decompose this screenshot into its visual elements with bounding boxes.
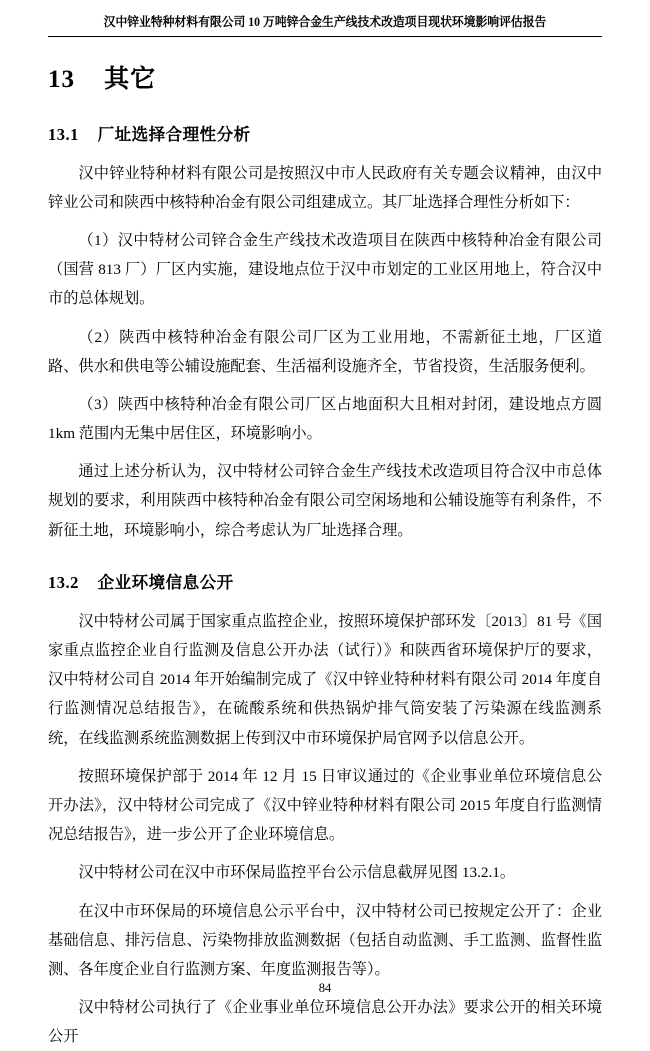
paragraph: 汉中锌业特种材料有限公司是按照汉中市人民政府有关专题会议精神，由汉中锌业公司和陕西中核特种冶金有限公司组建成立。其厂址选择合理性分析如下：	[48, 164, 602, 211]
section-title-13-2: 企业环境信息公开	[97, 572, 234, 592]
section-title-13-1: 厂址选择合理性分析	[97, 124, 251, 144]
chapter-number: 13	[48, 65, 75, 93]
section-heading-13-1	[48, 121, 602, 145]
running-header: 汉中锌业特种材料有限公司 10 万吨锌合金生产线技术改造项目现状环境影响评估报告	[103, 15, 547, 29]
paragraph: （2）陕西中核特种冶金有限公司厂区为工业用地，不需新征土地，厂区道路、供水和供电等公辅设施配套、生活福利设施齐全，节省投资，生活服务便利。	[48, 328, 602, 375]
paragraph: 按照环境保护部于 2014 年 12 月 15 日审议通过的《企业事业单位环境信息公开办法》，汉中特材公司完成了《汉中锌业特种材料有限公司 2015 年度自行监测情况总结报告》，进一步公开了企业环境信息。	[48, 767, 602, 844]
section-heading-13-2	[48, 569, 602, 593]
paragraph: 在汉中市环保局的环境信息公示平台中，汉中特材公司已按规定公开了：企业基础信息、排污信息、污染物排放监测数据（包括自动监测、手工监测、监督性监测、各年度企业自行监测方案、年度监测报告等）。	[48, 902, 602, 978]
chapter-title-text: 其它	[104, 63, 157, 93]
paragraph: 汉中特材公司属于国家重点监控企业，按照环境保护部环发〔2013〕81 号《国家重点监控企业自行监测及信息公开办法（试行）》和陕西省环境保护厅的要求，汉中特材公司自 2014 年开始编制完成了《汉中锌业特种材料有限公司 2014 年度自行监测情况总结报告》，在硫酸系统和供热锅炉排气筒安装了污染源在线监测系统，在线监测系统监测数据上传到汉中市环境保护局官网予以信息公开。	[48, 612, 602, 747]
section-number-13-1: 13.1	[48, 124, 79, 144]
paragraph: （3）陕西中核特种冶金有限公司厂区占地面积大且相对封闭，建设地点方圆 1km 范围内无集中居住区，环境影响小。	[48, 395, 602, 443]
paragraph: 汉中特材公司执行了《企业事业单位环境信息公开办法》要求公开的相关环境公开	[48, 999, 602, 1046]
page-number: 84	[318, 981, 332, 995]
paragraph: 汉中特材公司在汉中市环保局监控平台公示信息截屏见图 13.2.1。	[78, 864, 516, 882]
section-number-13-2: 13.2	[48, 572, 79, 592]
paragraph: （1）汉中特材公司锌合金生产线技术改造项目在陕西中核特种冶金有限公司（国营 813 厂）厂区内实施，建设地点位于汉中市划定的工业区用地上，符合汉中市的总体规划。	[48, 231, 602, 308]
header-divider	[48, 36, 602, 37]
paragraph: 通过上述分析认为，汉中特材公司锌合金生产线技术改造项目符合汉中市总体规划的要求，利用陕西中核特种冶金有限公司空闲场地和公辅设施等有利条件，不新征土地，环境影响小，综合考虑认为厂址选择合理。	[48, 463, 602, 539]
chapter-heading	[48, 59, 602, 95]
